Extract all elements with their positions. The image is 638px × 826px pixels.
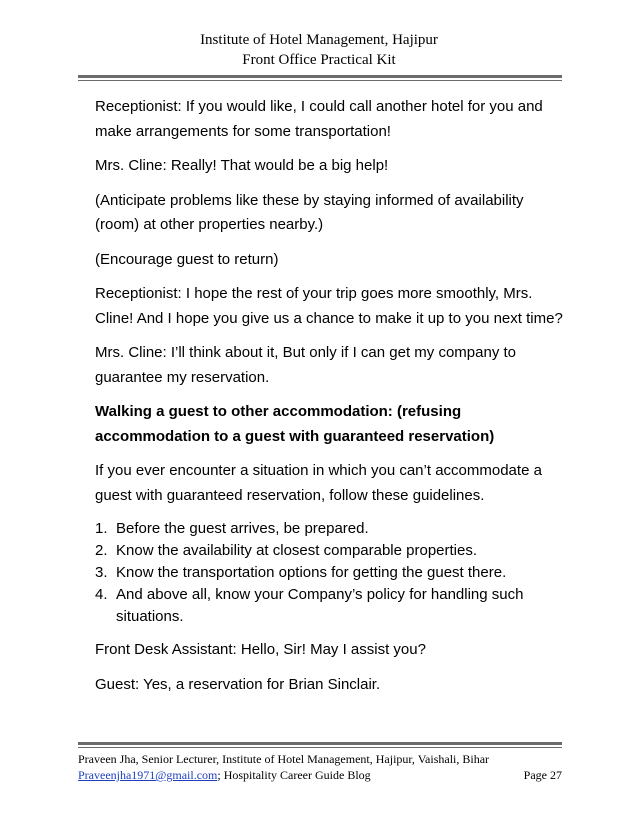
dialogue-receptionist-offer: Receptionist: If you would like, I could call another hotel for you and make arrangements for some transportation! bbox=[95, 98, 543, 140]
page-body bbox=[95, 95, 565, 707]
header-kit-title: Front Office Practical Kit bbox=[242, 52, 396, 68]
list-text: Know the transportation options for getting the guest there. bbox=[116, 564, 507, 581]
header-institute: Institute of Hotel Management, Hajipur bbox=[200, 32, 438, 48]
list-item bbox=[95, 518, 565, 540]
list-text: Know the availability at closest comparable properties. bbox=[116, 542, 478, 559]
footer-row2 bbox=[78, 767, 562, 783]
header-rule-thin bbox=[78, 80, 562, 81]
list-item bbox=[95, 562, 565, 584]
dialogue-assistant-greeting: Front Desk Assistant: Hello, Sir! May I assist you? bbox=[95, 641, 426, 658]
dialogue-receptionist-hope: Receptionist: I hope the rest of your trip goes more smoothly, Mrs. Cline! And I hope you give us a chance to make it up to you next time? bbox=[95, 285, 563, 327]
footer-rule-thin bbox=[78, 747, 562, 748]
page-header bbox=[0, 30, 638, 70]
list-item bbox=[95, 540, 565, 562]
dialogue-cline-reply: Mrs. Cline: Really! That would be a big help! bbox=[95, 157, 389, 174]
list-number: 1. bbox=[95, 520, 108, 537]
footer-rule-thick bbox=[78, 742, 562, 745]
header-rule-thick bbox=[78, 75, 562, 78]
section-heading: Walking a guest to other accommodation: (refusing accommodation to a guest with guaranteed reservation) bbox=[95, 403, 495, 445]
guidelines-intro: If you ever encounter a situation in which you can’t accommodate a guest with guaranteed reservation, follow these guidelines. bbox=[95, 462, 542, 504]
list-text: And above all, know your Company’s policy for handling such situations. bbox=[116, 586, 524, 625]
page-footer bbox=[78, 751, 562, 783]
note-encourage: (Encourage guest to return) bbox=[95, 250, 279, 268]
footer-email-link[interactable]: Praveenjha1971@gmail.com bbox=[78, 768, 218, 782]
list-number: 2. bbox=[95, 542, 108, 559]
list-number: 4. bbox=[95, 586, 108, 603]
guidelines-list bbox=[95, 518, 565, 628]
list-number: 3. bbox=[95, 564, 108, 581]
dialogue-guest-reservation: Guest: Yes, a reservation for Brian Sinclair. bbox=[95, 675, 381, 693]
list-item bbox=[95, 584, 565, 628]
dialogue-cline-think: Mrs. Cline: I’ll think about it, But only if I can get my company to guarantee my reservation. bbox=[95, 344, 517, 386]
footer-blog: ; Hospitality Career Guide Blog bbox=[217, 768, 371, 782]
page-number: Page 27 bbox=[523, 768, 562, 782]
note-anticipate: (Anticipate problems like these by staying informed of availability (room) at other properties nearby.) bbox=[95, 191, 524, 233]
list-text: Before the guest arrives, be prepared. bbox=[116, 520, 369, 537]
footer-author: Praveen Jha, Senior Lecturer, Institute of Hotel Management, Hajipur, Vaishali, Bihar bbox=[78, 752, 490, 766]
